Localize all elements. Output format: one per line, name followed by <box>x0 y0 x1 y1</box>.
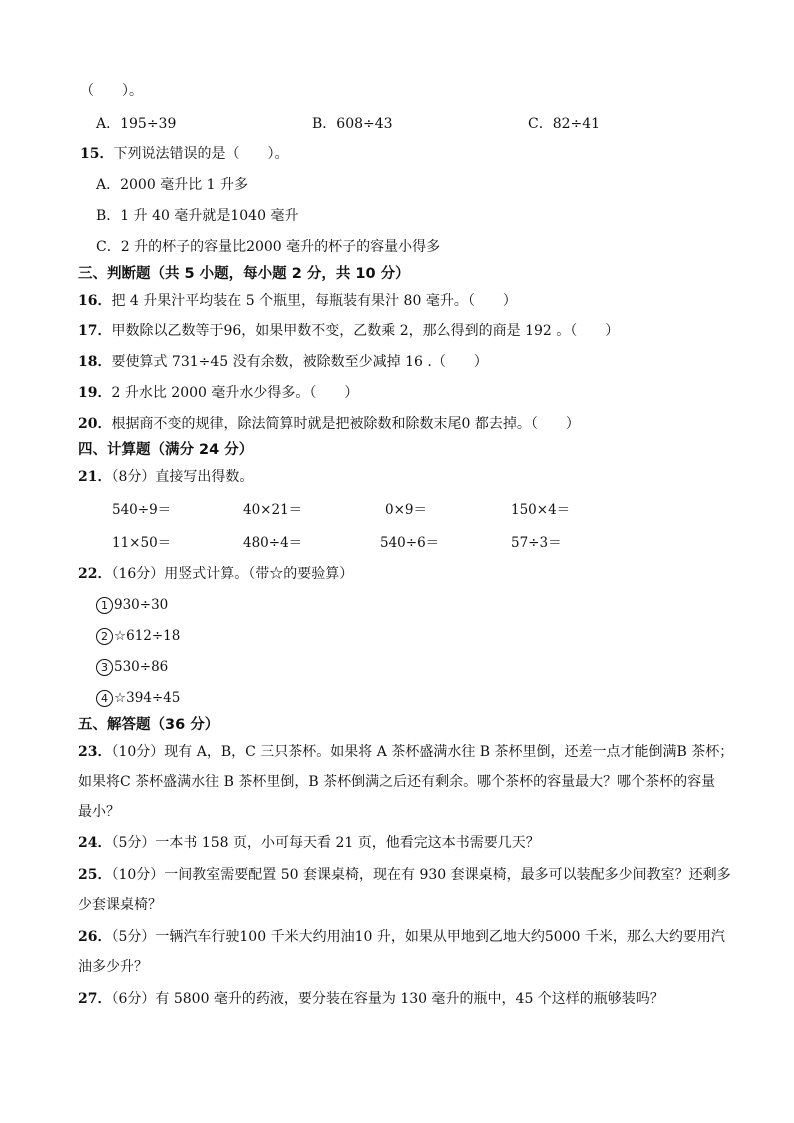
q21-question <box>78 468 253 486</box>
q25-line-2: 少套课桌椅？ <box>78 897 162 913</box>
question-text: 下列说法错误的是（ ）。 <box>113 146 289 162</box>
mental-calc-item: 57÷3＝ <box>511 535 562 551</box>
q24-question <box>78 834 540 852</box>
vertical-calc-item <box>96 658 168 676</box>
vertical-calc-item <box>96 689 180 707</box>
question-text: 2 升水比 2000 毫升水少得多。（ ） <box>111 385 359 401</box>
mental-calc-item: 40×21＝ <box>243 502 303 518</box>
question-text: 甲数除以乙数等于96，如果甲数不变，乙数乘 2，那么得到的商是 192 。（ ） <box>111 323 620 339</box>
question-text: （5分）一辆汽车行驶100 千米大约用油10 升，如果从甲地到乙地大约5000 千米，那么大约要用汽 <box>111 929 725 945</box>
q22-question <box>78 565 353 583</box>
question-number: 20． <box>78 416 112 432</box>
question-number: 24． <box>78 835 112 851</box>
mental-calc-item: 11×50＝ <box>112 535 172 551</box>
calc-expression: 930÷30 <box>114 597 169 613</box>
question-text: （10分）现有 A，B，C 三只茶杯。如果将 A 茶杯盛满水往 B 茶杯里倒，还差一点才能倒满B 茶杯； <box>111 744 734 760</box>
question-number: 21． <box>78 469 112 485</box>
question-text: （5分）一本书 158 页，小可每天看 21 页，他看完这本书需要几天？ <box>111 835 540 851</box>
question-number: 23． <box>78 744 112 760</box>
circled-number: 3 <box>96 659 113 676</box>
calc-expression: ☆612÷18 <box>114 628 181 644</box>
question-number: 16． <box>78 293 112 309</box>
question-number: 25． <box>78 867 112 883</box>
question-text: （6分）有 5800 毫升的药液，要分装在容量为 130 毫升的瓶中，45 个这样的瓶够装吗？ <box>111 991 664 1007</box>
mental-calc-item: 540÷6＝ <box>380 535 440 551</box>
judge-question <box>78 292 517 310</box>
section-heading-judge: 三、判断题（共 5 小题，每小题 2 分，共 10 分） <box>78 266 410 282</box>
circled-number: 2 <box>96 628 113 645</box>
question-text: 把 4 升果汁平均装在 5 个瓶里，每瓶装有果汁 80 毫升。（ ） <box>111 293 517 309</box>
question-number: 19． <box>78 385 112 401</box>
calc-expression: ☆394÷45 <box>114 690 181 706</box>
vertical-calc-item <box>96 596 168 614</box>
question-number: 26． <box>78 929 112 945</box>
circled-number: 1 <box>96 597 113 614</box>
q27-question <box>78 990 664 1008</box>
question-number: 15． <box>80 146 114 162</box>
judge-question <box>78 415 580 433</box>
question-number: 18． <box>78 354 112 370</box>
judge-question <box>78 322 619 340</box>
question-text: （16分）用竖式计算。（带☆的要验算） <box>111 566 354 582</box>
question-text: （8分）直接写出得数。 <box>111 469 254 485</box>
judge-question <box>78 353 488 371</box>
q25-line-1 <box>78 866 731 884</box>
judge-question <box>78 384 358 402</box>
question-number: 17． <box>78 323 112 339</box>
question-number: 27． <box>78 991 112 1007</box>
calc-expression: 530÷86 <box>114 659 169 675</box>
q15-question <box>80 145 288 163</box>
q15-option-a: A．2000 毫升比 1 升多 <box>96 177 248 193</box>
q23-line-1 <box>78 743 733 761</box>
q23-line-2: 如果将C 茶杯盛满水往 B 茶杯里倒，B 茶杯倒满之后还有剩余。哪个茶杯的容量最大？哪个茶杯的容量 <box>78 774 716 790</box>
q26-line-2: 油多少升？ <box>78 959 148 975</box>
q14-option-c: C．82÷41 <box>528 116 601 132</box>
q26-line-1 <box>78 928 725 946</box>
mental-calc-item: 540÷9＝ <box>112 502 172 518</box>
question-text: （10分）一间教室需要配置 50 套课桌椅，现在有 930 套课桌椅，最多可以装配多少间教室？还剩多 <box>111 867 731 883</box>
vertical-calc-item <box>96 627 180 645</box>
mental-calc-item: 0×9＝ <box>385 502 427 518</box>
q14-option-b: B．608÷43 <box>312 116 393 132</box>
question-text: 根据商不变的规律，除法简算时就是把被除数和除数末尾0 都去掉。（ ） <box>111 416 580 432</box>
circled-number: 4 <box>96 690 113 707</box>
mental-calc-item: 150×4＝ <box>511 502 571 518</box>
question-text: 要使算式 731÷45 没有余数，被除数至少减掉 16 .（ ） <box>111 354 488 370</box>
q15-option-b: B．1 升 40 毫升就是1040 毫升 <box>96 208 299 224</box>
q15-option-c: C．2 升的杯子的容量比2000 毫升的杯子的容量小得多 <box>96 239 441 255</box>
q23-line-3: 最小？ <box>78 804 120 820</box>
section-heading-solve: 五、解答题（36 分） <box>78 717 220 733</box>
question-number: 22． <box>78 566 112 582</box>
mental-calc-item: 480÷4＝ <box>243 535 303 551</box>
q14-option-a: A．195÷39 <box>96 116 177 132</box>
q14-paren: （ ）。 <box>80 83 143 99</box>
section-heading-calc: 四、计算题（满分 24 分） <box>78 442 254 458</box>
